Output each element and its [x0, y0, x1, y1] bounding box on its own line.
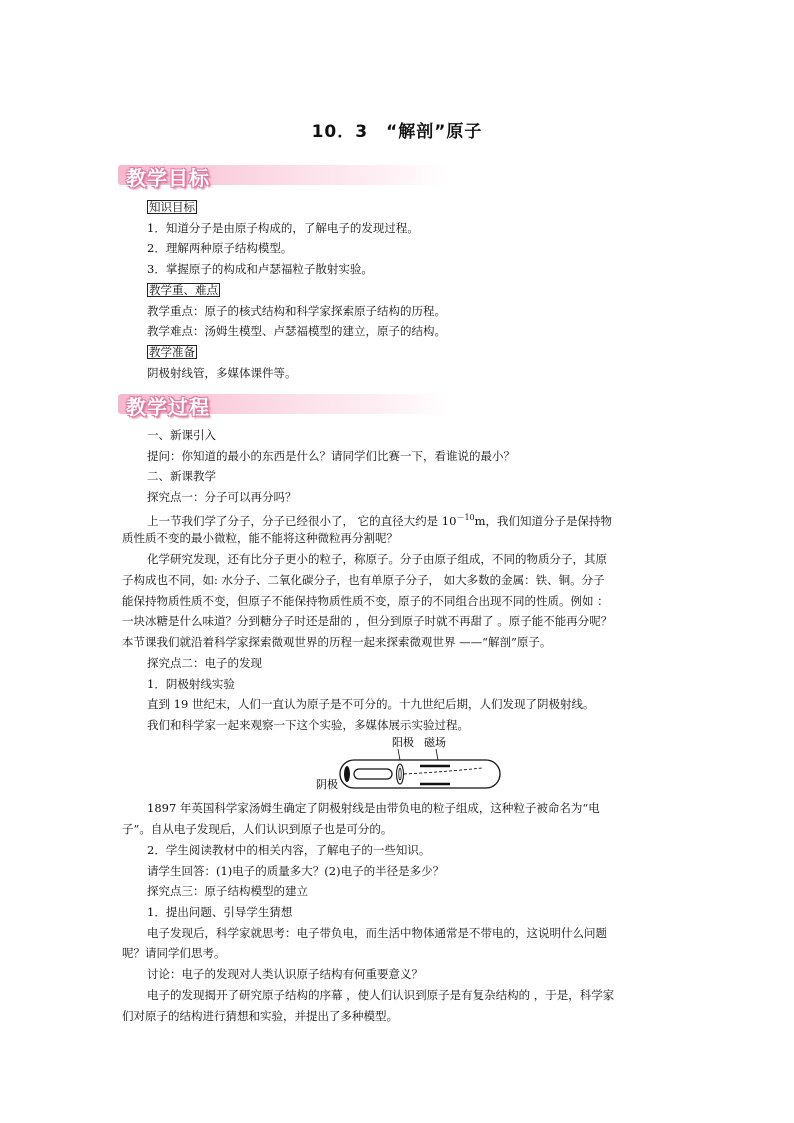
difficult-point: 教学难点：汤姆生模型、卢瑟福模型的建立，原子的结构。 — [147, 324, 446, 338]
reading-task: 2．学生阅读教材中的相关内容，了解电子的一些知识。 — [147, 843, 431, 857]
inquiry-point-2: 探究点二：电子的发现 — [147, 656, 262, 670]
goal-item-1: 1．知道分子是由原子构成的，了解电子的发现过程。 — [147, 221, 419, 235]
cathode-ray-tube-illustration — [314, 732, 514, 796]
cathode-label: 阴极 — [316, 778, 338, 791]
paragraph-line: 子”。自从电子发现后，人们认识到原子也是可分的。 — [122, 822, 393, 836]
preparation-text: 阴极射线管，多媒体课件等。 — [147, 366, 297, 380]
paragraph-line: 直到 19 世纪末，人们一直认为原子是不可分的。十九世纪后期，人们发现了阴极射线。 — [147, 697, 595, 711]
paragraph-line: 能保持物质性质不变，但原子不能保持物质性质不变，原子的不同组合出现不同的性质。例如 ： — [122, 594, 609, 608]
cathode-ray-tube-diagram — [314, 732, 514, 796]
key-point: 教学重点：原子的核式结构和科学家探索原子结构的历程。 — [147, 304, 446, 318]
paragraph-line: 们对原子的结构进行猜想和实验，并提出了多种模型。 — [122, 1009, 398, 1023]
paragraph-line: 电子的发现揭开了研究原子结构的序幕 ，使人们认识到原子是有复杂结构的 ，于是，科学家 — [147, 988, 615, 1002]
magnetic-field-label: 磁场 — [424, 736, 446, 749]
knowledge-goals-heading: 知识目标 — [149, 200, 195, 214]
electron-beam — [354, 769, 392, 779]
cathode-ray-heading: 1．阴极射线实验 — [147, 677, 235, 691]
inquiry-point-3: 探究点三：原子结构模型的建立 — [147, 884, 308, 898]
guess-heading: 1．提出问题、引导学生猜想 — [147, 905, 293, 919]
paragraph-line: 我们和科学家一起来观察一下这个实验，多媒体展示实验过程。 — [147, 718, 469, 732]
new-lesson-heading: 二、新课教学 — [147, 469, 216, 483]
anode-label: 阳极 — [392, 736, 414, 749]
anode-plate — [397, 764, 404, 784]
key-points-heading: 教学重、难点 — [149, 283, 218, 297]
banner-label: 教学目标 — [126, 166, 210, 190]
preparation-heading: 教学准备 — [149, 345, 195, 359]
paragraph-line: 1897 年英国科学家汤姆生确定了阴极射线是由带负电的粒子组成，这种粒子被命名为“电 — [147, 801, 600, 815]
paragraph-line: 质性质不变的最小微粒，能不能将这种微粒再分割呢？ — [122, 531, 398, 545]
page-title: 10．3 “解剖”原子 — [311, 122, 483, 142]
section-banner-process — [118, 391, 448, 417]
cathode-electrode — [344, 766, 350, 782]
discussion: 讨论：电子的发现对人类认识原子结构有何重要意义？ — [147, 967, 423, 981]
paragraph-line: 电子发现后，科学家就思考：电子带负电，而生活中物体通常是不带电的，这说明什么问题 — [147, 926, 607, 940]
paragraph-line: 呢？请同学们思考。 — [122, 946, 226, 960]
section-banner-goals — [118, 162, 448, 188]
intro-question: 提问：你知道的最小的东西是什么？请同学们比赛一下，看谁说的最小？ — [147, 449, 515, 463]
paragraph-line: 子构成也不同，如: 水分子、二氧化碳分子，也有单原子分子， 如大多数的金属：铁、铜。分子 — [122, 573, 605, 587]
goal-item-2: 2．理解两种原子结构模型。 — [147, 241, 293, 255]
paragraph-line: 化学研究发现，还有比分子更小的粒子，称原子。分子由原子组成，不同的物质分子，其原 — [147, 552, 607, 566]
answer-task: 请学生回答：(1)电子的质量多大？(2)电子的半径是多少？ — [147, 864, 445, 878]
goal-item-3: 3．掌握原子的构成和卢瑟福粒子散射实验。 — [147, 262, 373, 276]
deflected-beam — [404, 768, 482, 774]
intro-heading: 一、新课引入 — [147, 428, 216, 442]
inquiry-point-1: 探究点一：分子可以再分吗？ — [147, 490, 297, 504]
banner-label: 教学过程 — [126, 395, 210, 419]
paragraph-line: 本节课我们就沿着科学家探索微观世界的历程一起来探索微观世界 ——“解剖”原子。 — [122, 635, 552, 649]
paragraph-molecule-size: 上一节我们学了分子，分子已经很小了， 它的直径大约是 $10^{-10}m$，我们知道分子是保持物 — [147, 513, 613, 528]
paragraph-line: 一块冰糖是什么味道？分到糖分子时还是甜的 ，但分到原子时就不再甜了 。原子能不能再分呢？ — [122, 614, 613, 628]
